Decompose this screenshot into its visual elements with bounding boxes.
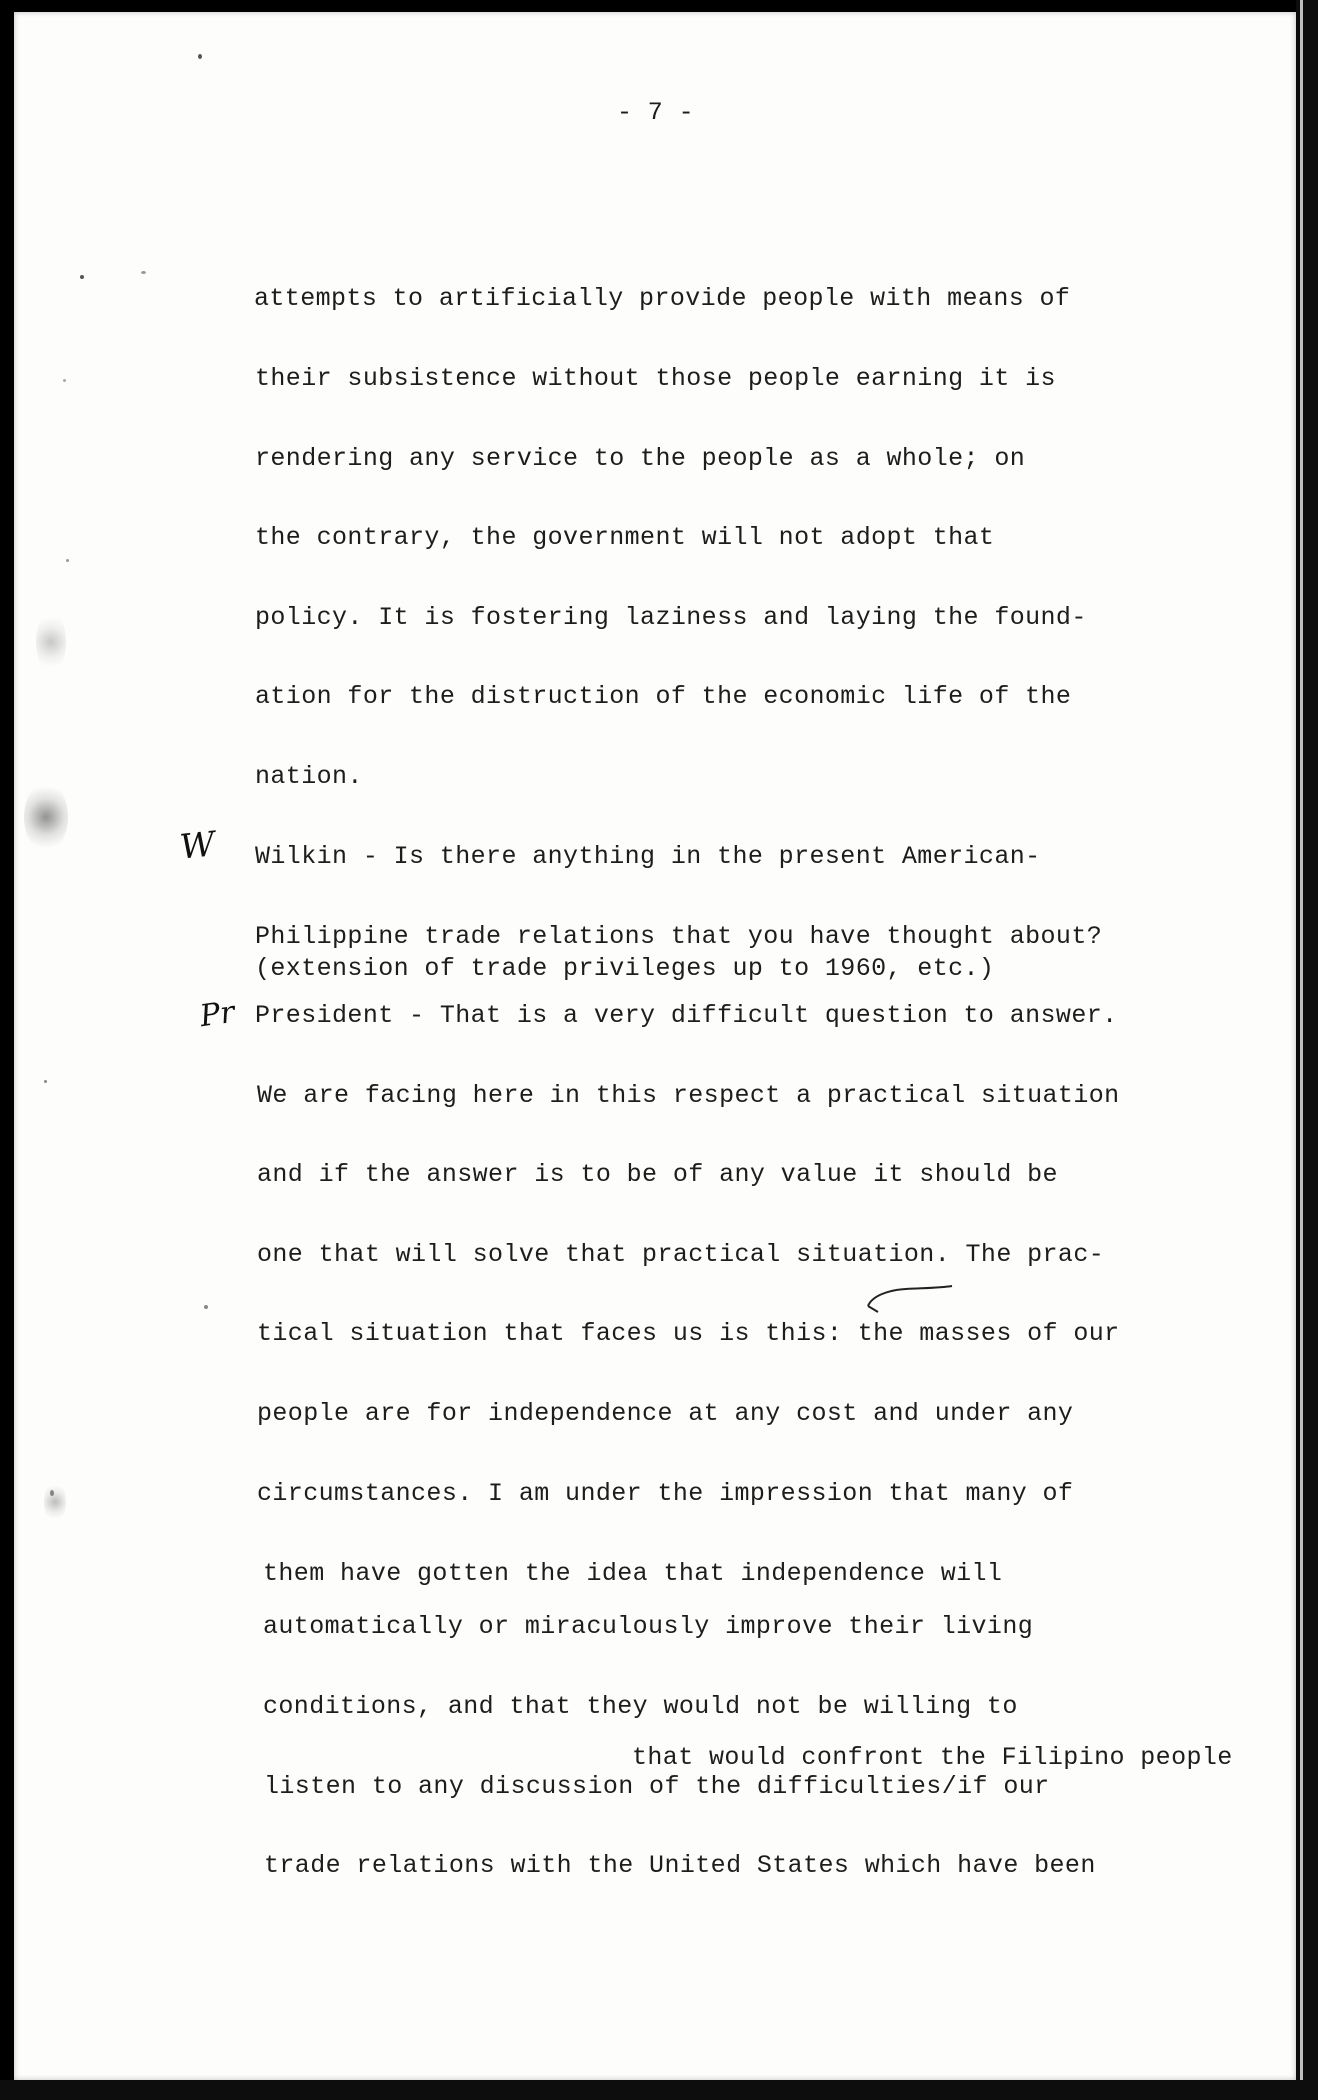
- text-line: ation for the distruction of the economic life of the: [255, 682, 1072, 711]
- scan-speck: [204, 1305, 208, 1309]
- text-line: tical situation that faces us is this: the masses of our: [257, 1319, 1120, 1348]
- text-line: Philippine trade relations that you have thought about?: [255, 922, 1103, 951]
- text-line: automatically or miraculously improve their living: [263, 1612, 1034, 1641]
- scan-edge-bottom: [0, 2080, 1318, 2100]
- scan-speck: [141, 271, 146, 274]
- text-line: conditions, and that they would not be willing to: [263, 1692, 1018, 1721]
- president-handwritten-initials: Pr: [197, 994, 237, 1035]
- text-line: and if the answer is to be of any value it should be: [257, 1160, 1058, 1189]
- text-line: (extension of trade privileges up to 1960, etc.): [255, 954, 995, 983]
- text-line: nation.: [255, 762, 363, 791]
- text-line: the contrary, the government will not adopt that: [255, 523, 995, 552]
- text-line: rendering any service to the people as a whole; on: [255, 444, 1026, 473]
- text-line: Wilkin - Is there anything in the present American-: [255, 842, 1041, 871]
- text-line: people are for independence at any cost and under any: [257, 1399, 1074, 1428]
- text-line: attempts to artificially provide people with means of: [254, 284, 1071, 313]
- stain: [24, 782, 68, 852]
- wilkin-handwritten-initials: W: [178, 824, 217, 868]
- text-line: circumstances. I am under the impression that many of: [257, 1479, 1074, 1508]
- insertion-mark: [866, 1284, 956, 1320]
- interlinear-insertion: that would confront the Filipino people: [632, 1743, 1233, 1772]
- scan-speck: [66, 559, 69, 562]
- scan-speck: [198, 54, 202, 59]
- text-line: listen to any discussion of the difficulties/if our: [264, 1772, 1050, 1801]
- page-number: - 7 -: [617, 98, 695, 127]
- scan-edge-right: [1296, 0, 1318, 2100]
- text-line: trade relations with the United States which have been: [264, 1851, 1096, 1880]
- scan-speck: [63, 379, 66, 382]
- text-line: President - That is a very difficult question to answer.: [255, 1001, 1118, 1030]
- scan-speck: [80, 275, 84, 279]
- text-line: them have gotten the idea that independence will: [263, 1559, 1003, 1588]
- text-line: We are facing here in this respect a practical situation: [257, 1081, 1120, 1110]
- paper-sheet: [14, 12, 1296, 2080]
- text-line: one that will solve that practical situation. The prac-: [257, 1240, 1105, 1269]
- stain: [44, 1482, 66, 1522]
- text-line: policy. It is fostering laziness and laying the found-: [255, 603, 1087, 632]
- text-line: their subsistence without those people earning it is: [255, 364, 1056, 393]
- scan-speck: [44, 1080, 47, 1083]
- stain: [36, 612, 66, 672]
